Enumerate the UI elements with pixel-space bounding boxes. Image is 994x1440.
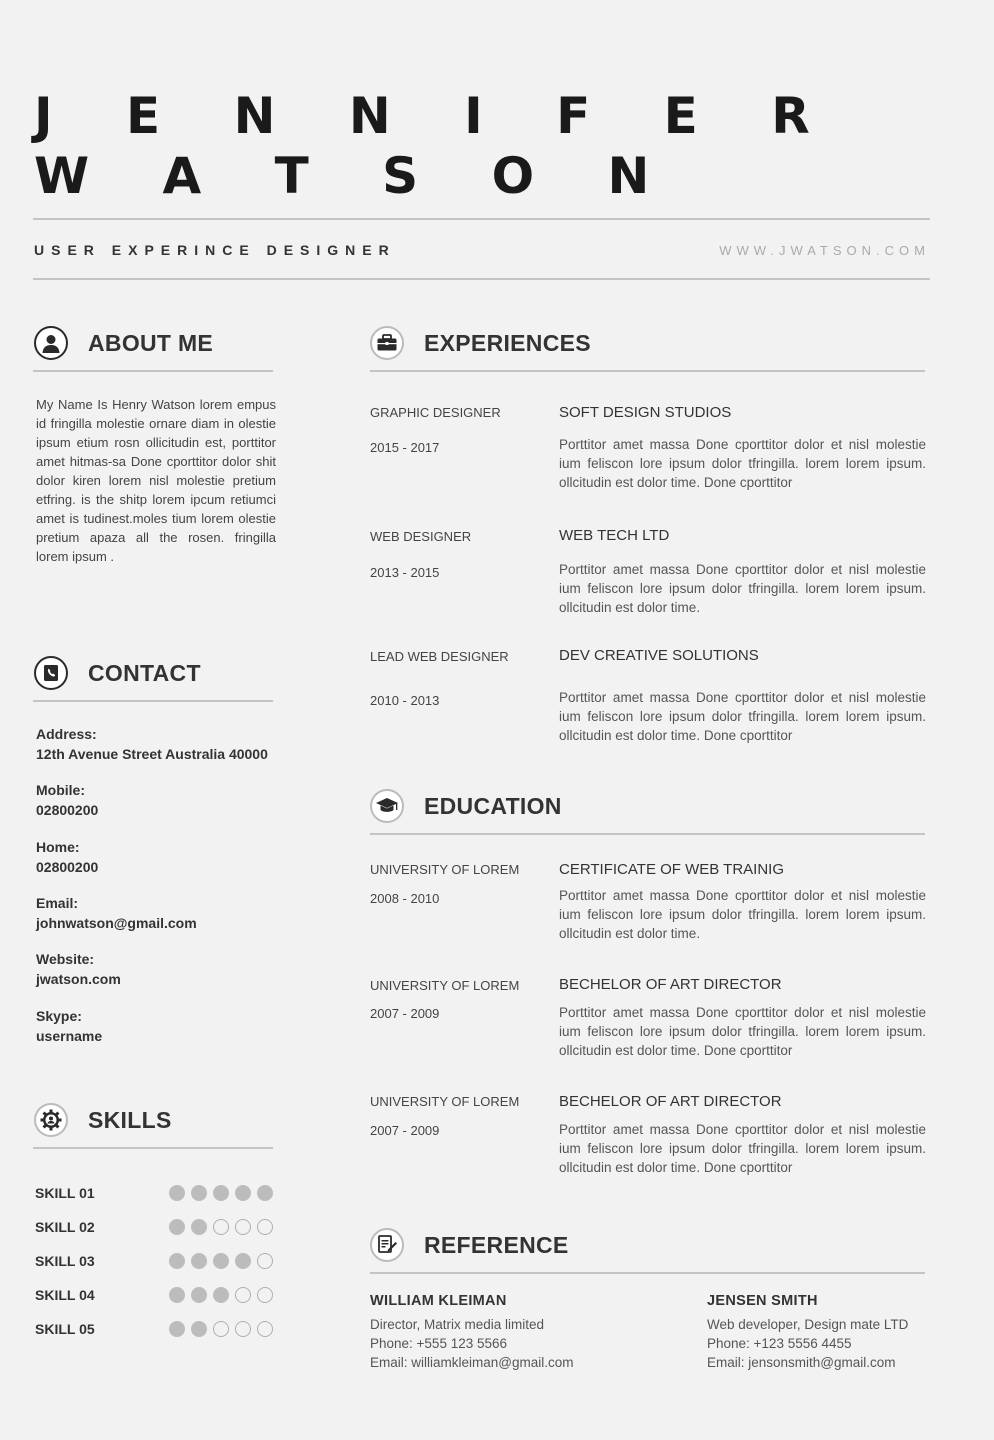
education-header <box>370 789 562 823</box>
contact-value[interactable]: johnwatson@gmail.com <box>36 915 197 931</box>
contact-value[interactable]: 02800200 <box>36 802 99 818</box>
skill-dot-empty <box>257 1253 273 1269</box>
education-dates: 2007 - 2009 <box>370 1123 440 1138</box>
education-dates: 2008 - 2010 <box>370 891 440 906</box>
education-school: UNIVERSITY OF LOREM <box>370 862 520 877</box>
education-school: UNIVERSITY OF LOREM <box>370 1094 520 1109</box>
skill-rating <box>169 1287 273 1303</box>
skill-dot-filled <box>169 1185 185 1201</box>
skill-dot-empty <box>235 1219 251 1235</box>
experience-role: WEB DESIGNER <box>370 529 472 544</box>
experience-company: DEV CREATIVE SOLUTIONS <box>559 647 759 664</box>
skill-dot-filled <box>191 1253 207 1269</box>
skill-name: SKILL 01 <box>35 1185 95 1201</box>
reference-title: REFERENCE <box>424 1231 569 1258</box>
experience-company: WEB TECH LTD <box>559 527 670 544</box>
about-title: ABOUT ME <box>88 329 214 356</box>
education-dates: 2007 - 2009 <box>370 1006 440 1021</box>
about-divider <box>33 370 273 372</box>
skill-rating <box>169 1321 273 1337</box>
header-top-divider <box>33 218 930 220</box>
skill-dot-filled <box>257 1185 273 1201</box>
education-description: Porttitor amet massa Done cporttitor dolor et nisl molestie ium feliscon lore ipsum dolor tfringilla. lorem lorem ipsum. ollcitudin est dolor time. Done cporttitor <box>559 1005 926 1058</box>
contact-value[interactable]: 02800200 <box>36 859 99 875</box>
user-icon <box>34 326 68 360</box>
skill-dot-filled <box>191 1287 207 1303</box>
education-divider <box>370 833 925 835</box>
experience-role: LEAD WEB DESIGNER <box>370 649 509 664</box>
reference-email[interactable]: Email: jensonsmith@gmail.com <box>707 1355 896 1370</box>
skill-dot-filled <box>235 1185 251 1201</box>
experiences-title: EXPERIENCES <box>424 329 591 356</box>
skill-dot-filled <box>191 1219 207 1235</box>
about-text: My Name Is Henry Watson lorem empus id fringilla molestie ornare diam in olestie ipsum etium rosn ollicitudin est, porttitor amet hitmas-sa Done cporttitor dolor shit dolor kiren lorem nisl molestie pretium etfring. is the shitp lorem ipcum retiumci amet is tudinest.moles tium lorem olestie pretium apaza all the rosen. fringilla lorem ipsum . <box>36 397 276 564</box>
skill-dot-filled <box>169 1253 185 1269</box>
education-description: Porttitor amet massa Done cporttitor dolor et nisl molestie ium feliscon lore ipsum dolor tfringilla. lorem lorem ipsum. ollcitudin est dolor time. <box>559 888 926 941</box>
experience-dates: 2015 - 2017 <box>370 440 440 455</box>
candidate-name <box>34 86 838 206</box>
document-pen-icon <box>370 1228 404 1262</box>
experience-description: Porttitor amet massa Done cporttitor dolor et nisl molestie ium feliscon lore ipsum dolor tfringilla. lorem lorem ipsum. ollcitudin est dolor time. Done cporttitor <box>559 690 926 743</box>
contact-value: username <box>36 1028 103 1044</box>
skill-dot-empty <box>235 1321 251 1337</box>
education-degree: BECHELOR OF ART DIRECTOR <box>559 976 782 993</box>
contact-label: Skype: <box>36 1008 82 1024</box>
education-degree: BECHELOR OF ART DIRECTOR <box>559 1093 782 1110</box>
education-description: Porttitor amet massa Done cporttitor dolor et nisl molestie ium feliscon lore ipsum dolor tfringilla. lorem lorem ipsum. ollcitudin est dolor time. Done cporttitor <box>559 1122 926 1175</box>
skill-row <box>35 1217 275 1237</box>
contact-mobile <box>36 780 98 820</box>
skill-dot-filled <box>191 1185 207 1201</box>
first-name: J E N N I F E R <box>34 87 838 145</box>
experience-description: Porttitor amet massa Done cporttitor dolor et nisl molestie ium feliscon lore ipsum dolor tfringilla. lorem lorem ipsum. ollcitudin est dolor time. Done cporttitor <box>559 437 926 490</box>
skill-dot-empty <box>235 1287 251 1303</box>
skill-row <box>35 1319 275 1339</box>
skill-dot-filled <box>191 1321 207 1337</box>
contact-label: Mobile: <box>36 782 85 798</box>
skill-name: SKILL 03 <box>35 1253 95 1269</box>
skills-divider <box>33 1147 273 1149</box>
skill-dot-filled <box>213 1253 229 1269</box>
experience-role: GRAPHIC DESIGNER <box>370 405 501 420</box>
education-title: EDUCATION <box>424 792 562 819</box>
skills-header <box>34 1103 172 1137</box>
skill-dot-filled <box>169 1287 185 1303</box>
skills-title: SKILLS <box>88 1106 172 1133</box>
header-bottom-divider <box>33 278 930 280</box>
skill-dot-empty <box>213 1321 229 1337</box>
skill-name: SKILL 04 <box>35 1287 95 1303</box>
reference-card <box>707 1292 908 1372</box>
skill-dot-filled <box>213 1287 229 1303</box>
reference-phone[interactable]: Phone: +123 5556 4455 <box>707 1336 852 1351</box>
reference-position: Web developer, Design mate LTD <box>707 1317 909 1332</box>
contact-home <box>36 837 98 877</box>
experience-dates: 2013 - 2015 <box>370 565 440 580</box>
skill-dot-empty <box>213 1219 229 1235</box>
contact-label: Home: <box>36 839 80 855</box>
education-school: UNIVERSITY OF LOREM <box>370 978 520 993</box>
contact-label: Email: <box>36 895 79 911</box>
contact-website <box>36 949 121 989</box>
experience-description: Porttitor amet massa Done cporttitor dolor et nisl molestie ium feliscon lore ipsum dolor tfringilla. lorem lorem ipsum. ollcitudin est dolor time. <box>559 562 926 615</box>
skill-dot-empty <box>257 1321 273 1337</box>
skill-row <box>35 1183 275 1203</box>
contact-divider <box>33 700 273 702</box>
website-link[interactable]: WWW.JWATSON.COM <box>719 243 930 258</box>
job-title: USER EXPERINCE DESIGNER <box>34 242 396 258</box>
gear-user-icon <box>34 1103 68 1137</box>
skill-name: SKILL 02 <box>35 1219 95 1235</box>
education-degree: CERTIFICATE OF WEB TRAINIG <box>559 861 785 878</box>
contact-title: CONTACT <box>88 659 201 686</box>
skill-dot-filled <box>235 1253 251 1269</box>
contact-skype <box>36 1006 102 1046</box>
skill-rating <box>169 1219 273 1235</box>
skill-dot-filled <box>169 1219 185 1235</box>
graduation-cap-icon <box>370 789 404 823</box>
reference-header <box>370 1228 569 1262</box>
contact-header <box>34 656 201 690</box>
reference-name: WILLIAM KLEIMAN <box>370 1293 507 1309</box>
skill-dot-empty <box>257 1219 273 1235</box>
contact-address <box>36 724 268 764</box>
experiences-header <box>370 326 591 360</box>
briefcase-icon <box>370 326 404 360</box>
skill-row <box>35 1251 275 1271</box>
contact-label: Website: <box>36 951 95 967</box>
reference-phone[interactable]: Phone: +555 123 5566 <box>370 1336 508 1351</box>
experiences-divider <box>370 370 925 372</box>
last-name: W A T S O N <box>34 147 678 205</box>
reference-divider <box>370 1272 925 1274</box>
reference-name: JENSEN SMITH <box>707 1293 818 1309</box>
skill-rating <box>169 1253 273 1269</box>
reference-email[interactable]: Email: williamkleiman@gmail.com <box>370 1355 574 1370</box>
reference-card <box>370 1292 574 1372</box>
skill-row <box>35 1285 275 1305</box>
contact-label: Address: <box>36 726 97 742</box>
contact-value: 12th Avenue Street Australia 40000 <box>36 746 268 762</box>
contact-value[interactable]: jwatson.com <box>36 971 121 987</box>
skill-dot-empty <box>257 1287 273 1303</box>
skill-dot-filled <box>213 1185 229 1201</box>
phone-book-icon <box>34 656 68 690</box>
experience-dates: 2010 - 2013 <box>370 693 440 708</box>
skill-dot-filled <box>169 1321 185 1337</box>
about-header <box>34 326 213 360</box>
skill-name: SKILL 05 <box>35 1321 95 1337</box>
contact-email <box>36 893 197 933</box>
experience-company: SOFT DESIGN STUDIOS <box>559 404 732 421</box>
skill-rating <box>169 1185 273 1201</box>
reference-position: Director, Matrix media limited <box>370 1317 545 1332</box>
